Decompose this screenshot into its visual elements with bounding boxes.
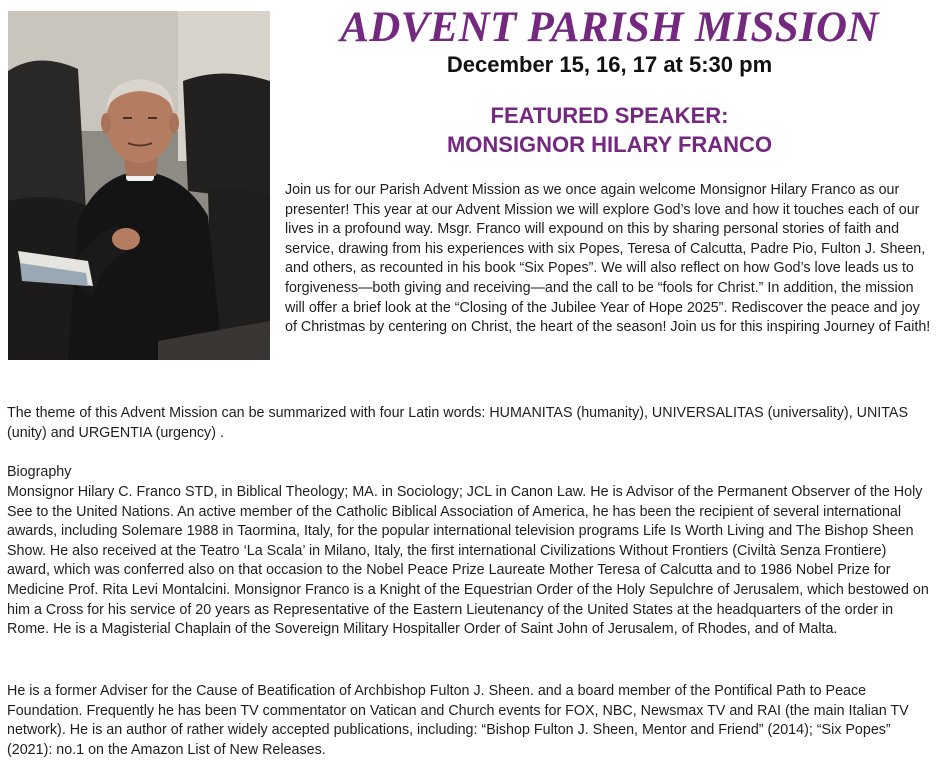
closing-paragraph: He is a former Adviser for the Cause of Beatification of Archbishop Fulton J. Sheen. and a board member of the Pontifical Path to Peace Foundation. Frequently he has been TV commentator on Vatican and Church events for FOX, NBC, Newsmax TV and RAI (the main Italian TV network). He is an author of rather widely accepted publications, including: “Bishop Fulton J. Sheen, Mentor and Friend” (2014); “Six Popes” (2021): no.1 on the Amazon List of New Releases. — [7, 683, 909, 758]
speaker-photo — [8, 11, 270, 360]
event-title: ADVENT PARISH MISSION — [340, 4, 879, 51]
featured-speaker-heading — [282, 101, 937, 159]
featured-speaker-name: MONSIGNOR HILARY FRANCO — [446, 132, 773, 157]
theme-paragraph: The theme of this Advent Mission can be summarized with four Latin words: HUMANITAS (humanity), UNIVERSALITAS (universality), UNITAS (unity) and URGENTIA (urgency) . — [7, 405, 909, 441]
intro-paragraph: Join us for our Parish Advent Mission as we once again welcome Monsignor Hilary Franco as our presenter! This year at our Advent Mission we will explore God’s love and how it touches each of our lives in a profound way. Msgr. Franco will expound on this by sharing personal stories of faith and service, drawing from his experiences with six Popes, Teresa of Calcutta, Padre Pio, Fulton J. Sheen, and others, as recounted in his book “Six Popes”. We will also reflect on how God’s love leads us to forgiveness—both giving and receiving—and the call to be “fools for Christ.” In addition, the mission will offer a brief look at the “Closing of the Jubilee Year of Hope 2025”. Rediscover the peace and joy of Christmas by centering on Christ, the heart of the season! Join us for this inspiring Journey of Faith! — [285, 182, 931, 336]
event-dates: December 15, 16, 17 at 5:30 pm — [446, 52, 773, 77]
biography-paragraph: Monsignor Hilary C. Franco STD, in Biblical Theology; MA. in Sociology; JCL in Canon Law. He is Advisor of the Permanent Observer of the Holy See to the United Nations. An active member of the Catholic Biblical Association of America, he has been the recipient of several international awards, including Solemare 1988 in Taormina, Italy, for the popular international television programs Life Is Worth Living and The Bishop Sheen Show. He also received at the Teatro ‘La Scala’ in Milano, Italy, the first international Civilizations Without Frontiers (Civiltà Senza Frontiere) award, which was conferred also on that occasion to the Nobel Peace Prize Laureate Mother Teresa of Calcutta and to 1986 Nobel Prize for Medicine Prof. Rita Levi Montalcini. Monsignor Franco is a Knight of the Equestrian Order of the Holy Sepulchre of Jerusalem, which bestowed on him a Cross for his service of 20 years as Representative of the Eastern Lieutenancy of the United States at the headquarters of the order in Rome. He is a Magisterial Chaplain of the Sovereign Military Hospitaller Order of Saint John of Jerusalem, of Rhodes, and of Malta. — [7, 484, 929, 638]
featured-speaker-label: FEATURED SPEAKER: — [490, 103, 729, 128]
speaker-photo-illustration — [8, 11, 270, 360]
biography-heading: Biography — [7, 464, 72, 480]
